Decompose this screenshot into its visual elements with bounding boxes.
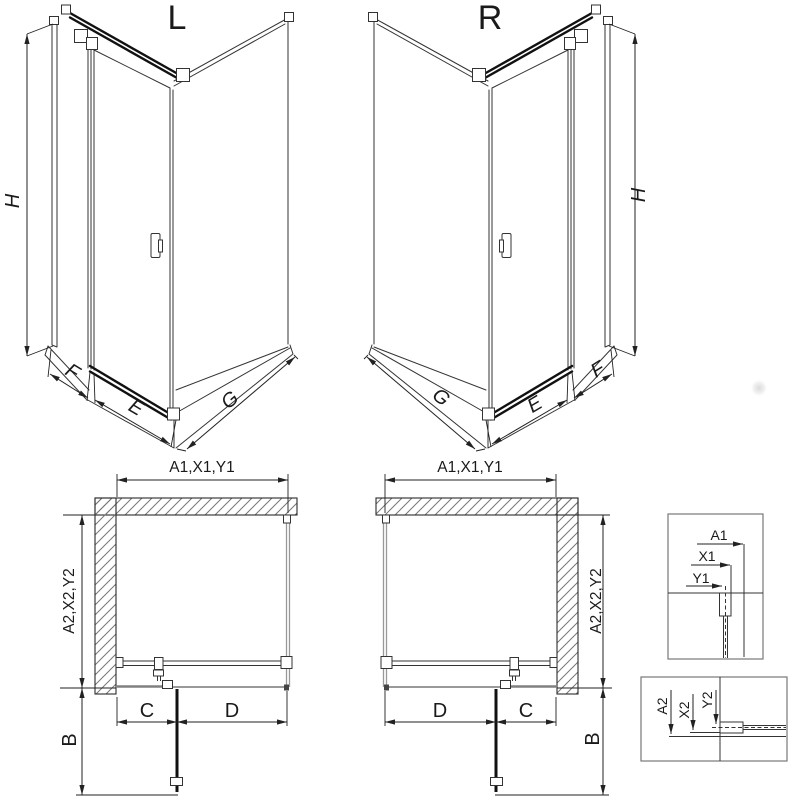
dim-label-side-panel-left: F xyxy=(61,359,84,385)
dim-label-side-wall-left: G xyxy=(217,386,244,414)
iso-left-geometry xyxy=(27,5,298,451)
dim-label-door-left: E xyxy=(124,394,148,421)
dim-label-c-plan-left: C xyxy=(139,700,155,722)
detail-label-x2: X2 xyxy=(676,701,692,719)
iso-right-geometry xyxy=(364,5,635,451)
dim-label-d-plan-right: D xyxy=(432,700,448,722)
dim-label-top-width-plan-left: A1,X1,Y1 xyxy=(169,459,235,476)
dim-label-swing-plan-right: B xyxy=(582,732,604,746)
plan-view-left xyxy=(59,459,297,795)
view-label-left: L xyxy=(167,0,187,37)
dim-label-height-right: H xyxy=(628,187,650,203)
dim-label-depth-plan-left: A2,X2,Y2 xyxy=(61,568,78,634)
dim-label-side-panel-right: F xyxy=(586,357,609,383)
detail-depth-offsets xyxy=(641,677,787,761)
iso-view-left xyxy=(2,0,298,451)
dim-label-c-plan-right: C xyxy=(518,700,534,722)
dim-label-top-width-plan-right: A1,X1,Y1 xyxy=(437,459,503,476)
dim-label-depth-plan-right: A2,X2,Y2 xyxy=(588,568,605,634)
dim-label-swing-plan-left: B xyxy=(59,733,81,747)
plan-left-geometry xyxy=(60,474,297,795)
watermark-dot xyxy=(750,379,768,397)
detail-label-a1: A1 xyxy=(710,527,728,543)
view-label-right: R xyxy=(477,0,503,37)
dim-label-door-right: E xyxy=(523,391,547,418)
detail-label-y1: Y1 xyxy=(692,570,710,586)
dim-label-d-plan-left: D xyxy=(224,700,240,722)
detail-label-y2: Y2 xyxy=(699,691,715,709)
plan-view-right xyxy=(376,459,612,795)
dim-label-side-wall-right: G xyxy=(427,383,454,411)
iso-view-right xyxy=(364,0,650,451)
detail-label-x1: X1 xyxy=(698,548,716,564)
detail-width-offsets xyxy=(668,514,763,659)
dim-label-height-left: H xyxy=(2,193,24,209)
detail-depth-geometry xyxy=(641,677,787,761)
detail-label-a2: A2 xyxy=(654,697,670,715)
plan-right-geometry xyxy=(376,474,612,795)
